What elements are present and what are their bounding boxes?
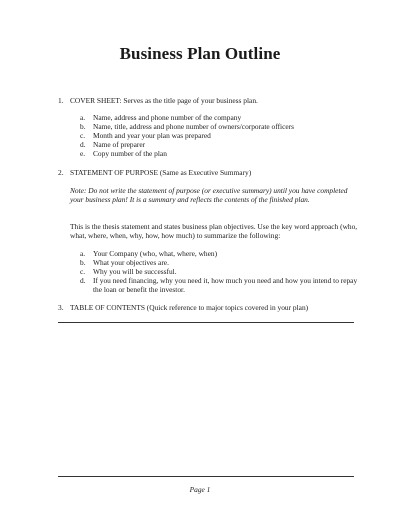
section-cover-sheet xyxy=(58,96,258,105)
list-item: c. Why you will be successful. xyxy=(80,267,177,276)
section-number: 1. xyxy=(58,96,64,105)
section-divider xyxy=(58,322,354,323)
list-item: b. What your objectives are. xyxy=(80,258,169,267)
footer-divider xyxy=(58,476,354,477)
section-number: 3. xyxy=(58,303,64,312)
section-number: 2. xyxy=(58,168,64,177)
page-title: Business Plan Outline xyxy=(119,44,281,63)
purpose-list xyxy=(80,249,363,294)
list-item: b. Name, title, address and phone number of owners/corporate officers xyxy=(80,122,294,131)
list-item: c. Month and year your plan was prepared xyxy=(80,131,211,140)
body-paragraph: This is the thesis statement and states business plan objectives. Use the key word approach (who, what, where, when, why, how, how much) to summarize the following: xyxy=(70,222,358,240)
section-heading: TABLE OF CONTENTS (Quick reference to major topics covered in your plan) xyxy=(70,303,309,312)
section-heading: STATEMENT OF PURPOSE (Same as Executive Summary) xyxy=(70,168,252,177)
list-item: d. Name of preparer xyxy=(80,140,146,149)
note-paragraph: Note: Do not write the statement of purpose (or executive summary) until you have completed your business plan! It is a summary and reflects the contents of the finished plan. xyxy=(70,186,348,204)
list-item: a. Name, address and phone number of the company xyxy=(80,113,242,122)
list-item: e. Copy number of the plan xyxy=(80,149,167,158)
cover-sheet-list xyxy=(80,113,294,158)
section-table-of-contents xyxy=(58,303,308,312)
list-item: d. If you need financing, why you need it, how much you need and how you intend to repay the loan or benefit the investor. xyxy=(80,276,358,294)
section-heading: COVER SHEET: Serves as the title page of your business plan. xyxy=(70,96,258,105)
section-statement-of-purpose xyxy=(58,168,251,177)
page-number: Page 1 xyxy=(189,485,211,494)
list-item: a. Your Company (who, what, where, when) xyxy=(80,249,218,258)
